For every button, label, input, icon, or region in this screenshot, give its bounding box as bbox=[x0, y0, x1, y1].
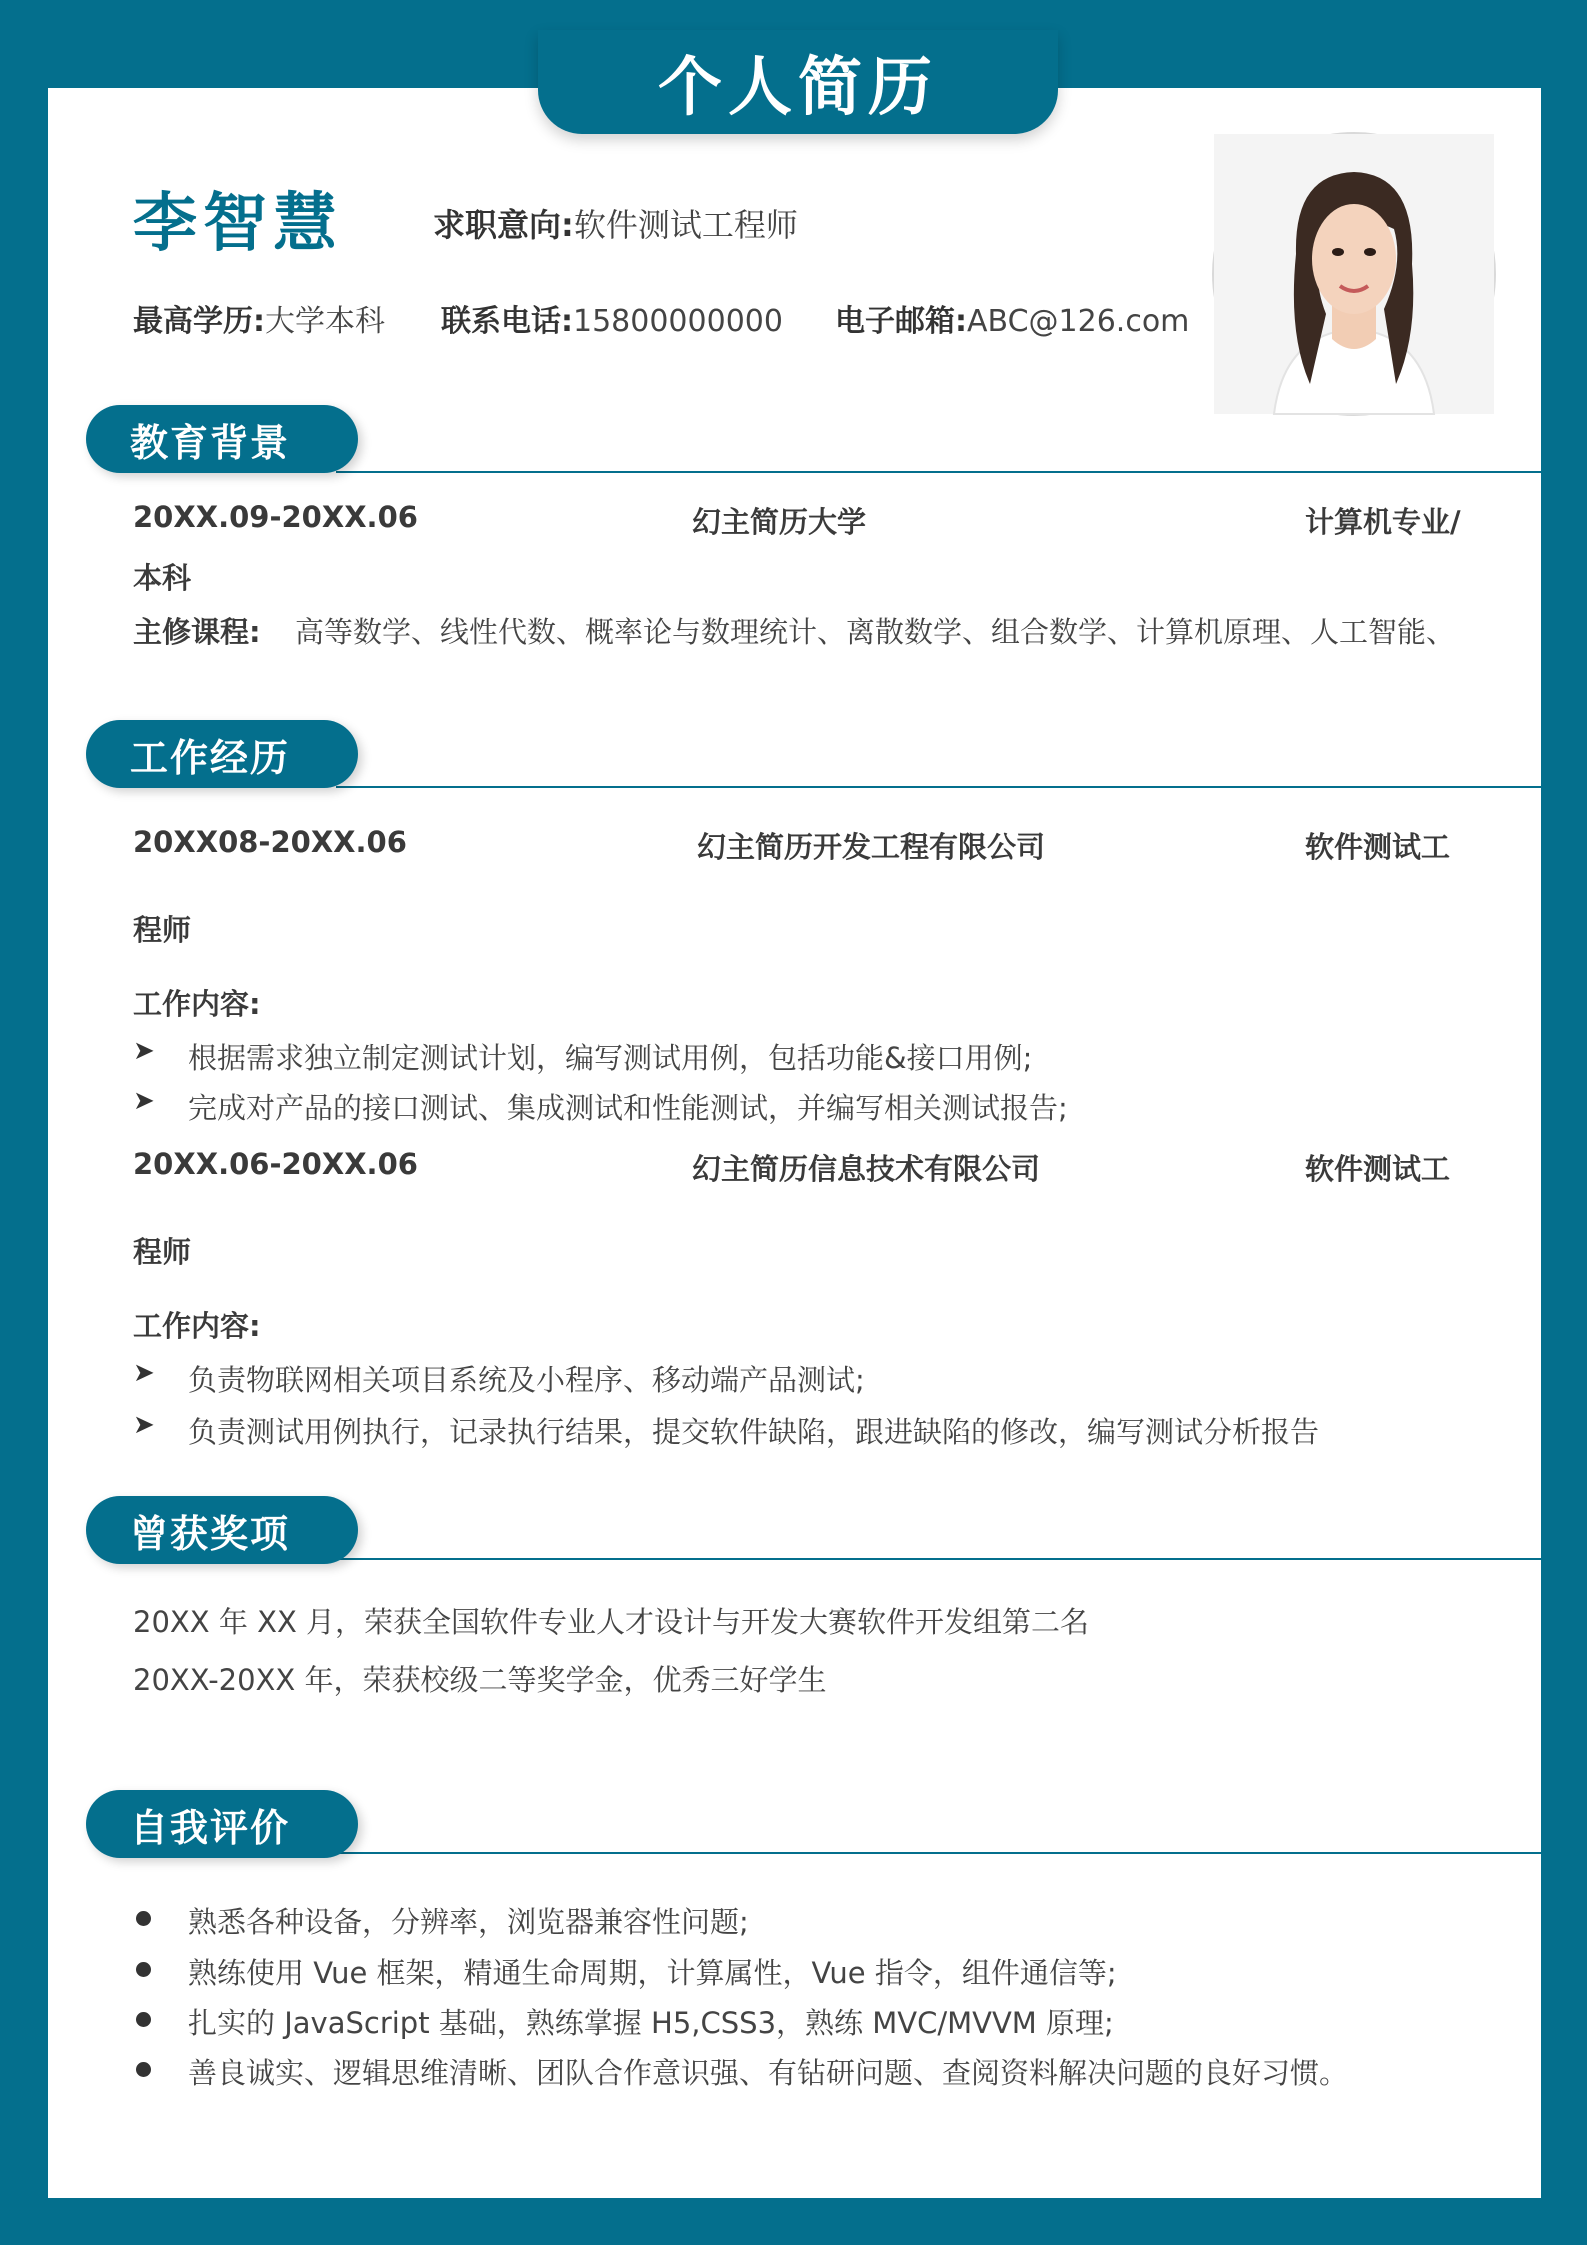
award-item: 20XX 年 XX 月，荣获全国软件专业人才设计与开发大赛软件开发组第二名 bbox=[133, 1605, 1090, 1639]
education-level bbox=[133, 296, 385, 340]
award-item: 20XX-20XX 年，荣获校级二等奖学金，优秀三好学生 bbox=[133, 1663, 827, 1697]
candidate-name: 李智慧 bbox=[133, 187, 343, 261]
education-degree: 本科 bbox=[133, 561, 192, 595]
section-rule bbox=[336, 1852, 1546, 1854]
job-item-clipped bbox=[120, 1086, 1420, 1125]
education-period: 20XX.09-20XX.06 bbox=[133, 500, 418, 534]
email-value: ABC@126.com bbox=[967, 304, 1190, 339]
self-eval-item: 扎实的 JavaScript 基础，熟练掌握 H5,CSS3，熟练 MVC/MVVM 原理; bbox=[188, 2006, 1114, 2040]
arrow-bullet-icon: ➤ bbox=[133, 1086, 155, 1116]
job-item: 负责测试用例执行，记录执行结果，提交软件缺陷，跟进缺陷的修改，编写测试分析报告 bbox=[188, 1415, 1320, 1449]
objective-value: 软件测试工程师 bbox=[573, 206, 798, 244]
job-period: 20XX.06-20XX.06 bbox=[133, 1147, 418, 1181]
arrow-bullet-icon: ➤ bbox=[133, 1410, 155, 1440]
objective-label: 求职意向: bbox=[433, 206, 574, 244]
section-rule bbox=[336, 471, 1546, 473]
job-item: 完成对产品的接口测试、集成测试和性能测试，并编写相关测试报告; bbox=[188, 1091, 1068, 1125]
section-title: 教育背景 bbox=[86, 405, 358, 473]
profile-photo bbox=[1212, 132, 1496, 416]
phone-value: 15800000000 bbox=[573, 304, 783, 339]
bullet-dot-icon bbox=[136, 1962, 151, 1977]
job-content-label: 工作内容: bbox=[133, 1309, 261, 1343]
education-level-value: 大学本科 bbox=[265, 304, 385, 339]
objective-line bbox=[433, 200, 798, 246]
job-role-cont: 程师 bbox=[133, 1235, 192, 1269]
email-label: 电子邮箱: bbox=[835, 304, 967, 339]
courses-value: 高等数学、线性代数、概率论与数理统计、离散数学、组合数学、计算机原理、人工智能、 bbox=[295, 615, 1456, 649]
phone-label: 联系电话: bbox=[441, 304, 573, 339]
bullet-dot-icon bbox=[136, 2062, 151, 2077]
section-title: 工作经历 bbox=[86, 720, 358, 788]
education-school: 幻主简历大学 bbox=[692, 505, 867, 539]
bullet-dot-icon bbox=[136, 2012, 151, 2027]
section-title: 自我评价 bbox=[86, 1790, 358, 1858]
job-role-cont: 程师 bbox=[133, 913, 192, 947]
job-item: 根据需求独立制定测试计划，编写测试用例，包括功能&接口用例; bbox=[188, 1041, 1033, 1075]
job-item-clipped bbox=[120, 1410, 1420, 1449]
section-rule bbox=[336, 786, 1546, 788]
arrow-bullet-icon: ➤ bbox=[133, 1036, 155, 1066]
job-content-label: 工作内容: bbox=[133, 987, 261, 1021]
job-company: 幻主简历信息技术有限公司 bbox=[692, 1152, 1041, 1186]
bullet-dot-icon bbox=[136, 1911, 151, 1926]
self-eval-item: 善良诚实、逻辑思维清晰、团队合作意识强、有钻研问题、查阅资料解决问题的良好习惯。 bbox=[188, 2056, 1349, 2090]
job-item: 负责物联网相关项目系统及小程序、移动端产品测试; bbox=[188, 1363, 865, 1397]
email-line bbox=[835, 296, 1189, 340]
page-title: 个人简历 bbox=[538, 30, 1058, 134]
arrow-bullet-icon: ➤ bbox=[133, 1358, 155, 1388]
section-title: 曾获奖项 bbox=[86, 1496, 358, 1564]
job-period: 20XX08-20XX.06 bbox=[133, 825, 407, 859]
section-rule bbox=[336, 1558, 1546, 1560]
phone-line bbox=[441, 296, 783, 340]
education-major: 计算机专业/ bbox=[1305, 505, 1461, 539]
job-role: 软件测试工 bbox=[1305, 830, 1451, 864]
job-role: 软件测试工 bbox=[1305, 1152, 1451, 1186]
portrait-illustration bbox=[1214, 134, 1494, 414]
education-level-label: 最高学历: bbox=[133, 304, 265, 339]
self-eval-item: 熟练使用 Vue 框架，精通生命周期，计算属性，Vue 指令，组件通信等; bbox=[188, 1956, 1117, 1990]
self-eval-item: 熟悉各种设备，分辨率，浏览器兼容性问题; bbox=[188, 1905, 749, 1939]
courses-label: 主修课程: bbox=[133, 615, 261, 649]
job-company: 幻主简历开发工程有限公司 bbox=[697, 830, 1046, 864]
